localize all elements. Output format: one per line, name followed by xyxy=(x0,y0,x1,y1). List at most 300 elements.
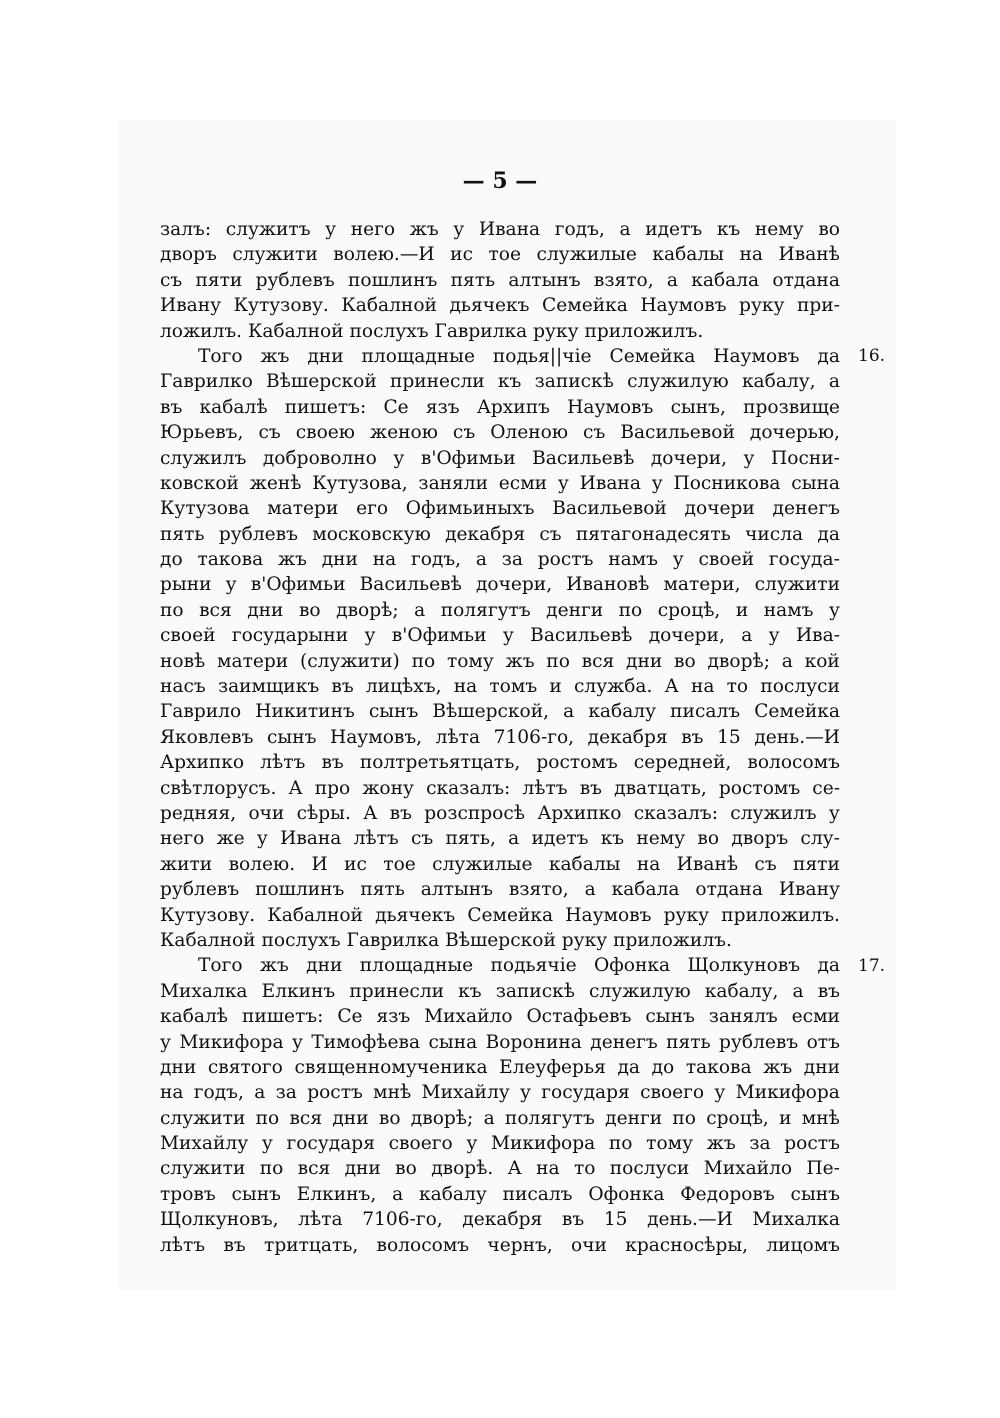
text-word: у xyxy=(291,1031,303,1053)
text-word: волосомъ xyxy=(747,752,840,774)
text-word: у xyxy=(225,574,237,596)
text-line xyxy=(160,369,840,394)
text-word: (служити) xyxy=(299,650,400,672)
text-word: дни xyxy=(307,345,344,367)
text-word: дьячекъ xyxy=(375,904,456,926)
text-word: своей xyxy=(698,549,754,571)
text-word: дни xyxy=(321,549,358,571)
text-word: послухъ xyxy=(261,929,341,951)
text-word: послуси xyxy=(760,676,840,698)
text-line xyxy=(160,395,840,420)
text-word: Яковлевъ xyxy=(160,726,254,748)
text-word: мнѣ xyxy=(801,1107,840,1129)
text-line xyxy=(160,1207,840,1232)
text-word: къ xyxy=(458,980,482,1002)
text-word: жити xyxy=(160,853,213,875)
text-word: такова xyxy=(685,1056,752,1078)
text-word: по xyxy=(160,599,184,621)
text-word: площадные xyxy=(359,955,474,977)
text-word: А xyxy=(507,1158,522,1180)
text-word: на xyxy=(453,676,478,698)
text-word: очи xyxy=(571,1234,607,1256)
text-word: Кутузова xyxy=(160,498,250,520)
text-word: къ xyxy=(716,219,741,240)
text-word: сказалъ: xyxy=(633,802,718,824)
text-word: Посникова xyxy=(673,472,781,494)
text-word: Тимофѣева xyxy=(311,1031,421,1053)
text-word: тритцать, xyxy=(264,1234,359,1256)
text-word: волею.—И xyxy=(333,244,435,266)
text-word: принесли xyxy=(349,980,445,1002)
text-word: матери xyxy=(217,650,289,672)
text-word: Наумовъ xyxy=(640,295,727,317)
text-word: лѣтъ xyxy=(522,777,568,799)
text-line xyxy=(160,496,840,521)
text-word: кабалы xyxy=(652,244,724,266)
text-word: лицомъ xyxy=(766,1234,840,1256)
text-word: жъ xyxy=(409,219,439,240)
text-word: пяти xyxy=(793,853,840,875)
text-word: а xyxy=(781,650,793,672)
text-word: приложилъ. xyxy=(721,904,840,926)
text-word: дьячекъ xyxy=(449,295,530,317)
text-word: Се xyxy=(383,396,409,418)
text-word: числа xyxy=(745,523,804,545)
text-word: тое xyxy=(383,853,416,875)
text-word: кабалѣ xyxy=(160,1006,229,1028)
text-word: Того xyxy=(198,345,243,367)
text-word: сынъ xyxy=(645,1006,695,1028)
text-word: во xyxy=(298,599,321,621)
text-word: Елкинъ xyxy=(261,980,336,1002)
text-word: денегъ xyxy=(772,498,840,520)
text-word: въ xyxy=(321,752,344,774)
text-word: по xyxy=(546,650,570,672)
text-word: въ xyxy=(160,396,183,418)
text-word: государя xyxy=(286,1133,375,1155)
text-word: дворѣ; xyxy=(410,1107,474,1129)
text-word: ростъ xyxy=(784,1133,840,1155)
text-word: Никитинъ xyxy=(255,701,355,723)
text-word: насъ xyxy=(160,676,206,698)
text-word: у xyxy=(651,472,663,494)
text-word: до xyxy=(651,1056,675,1078)
text-word: Михайлу xyxy=(160,1133,249,1155)
text-word: Кутузова, xyxy=(312,472,408,494)
text-word: по xyxy=(255,1107,280,1129)
text-line xyxy=(160,1004,840,1029)
text-word: матери, xyxy=(663,574,741,596)
text-word: Васильевой xyxy=(552,498,667,520)
text-word: ростомъ xyxy=(536,752,618,774)
text-word: него xyxy=(350,219,396,240)
text-word: съ xyxy=(583,422,606,444)
text-word: ис xyxy=(450,244,473,266)
text-word: служити xyxy=(160,1158,246,1180)
text-word: приложилъ. xyxy=(613,929,732,951)
text-word: новѣ xyxy=(160,650,206,672)
text-word: пять xyxy=(360,879,405,901)
text-word: сроцѣ, xyxy=(657,599,721,621)
text-word: пять xyxy=(160,523,205,545)
text-line xyxy=(160,598,840,623)
text-word: кабалы xyxy=(548,853,621,875)
page-number: — 5 — xyxy=(462,168,538,194)
text-line xyxy=(160,1131,840,1156)
text-word: женѣ xyxy=(249,472,302,494)
text-word: Наумовъ, xyxy=(329,726,423,748)
text-word: а xyxy=(483,1107,495,1129)
text-word: въ xyxy=(223,1234,246,1256)
text-word: у xyxy=(557,472,569,494)
text-word: денегъ xyxy=(590,1031,658,1053)
text-word: дворѣ; xyxy=(336,599,399,621)
text-word: принесли xyxy=(389,371,485,393)
text-line xyxy=(160,623,840,648)
text-word: в'Офимьи xyxy=(250,574,346,596)
text-word: Семейка xyxy=(542,295,628,317)
text-word: сына xyxy=(791,472,840,494)
text-word: Оленою xyxy=(490,422,569,444)
text-word: приложилъ. xyxy=(584,320,704,342)
text-word: Воронина xyxy=(485,1031,582,1053)
text-word: рублевъ xyxy=(218,523,298,545)
text-word: послуси xyxy=(609,1158,690,1180)
text-line xyxy=(160,522,840,547)
text-word: и xyxy=(735,599,749,621)
text-word: съ xyxy=(754,853,777,875)
text-word: кой xyxy=(804,650,840,672)
text-word: лѣтъ xyxy=(353,828,399,850)
text-line xyxy=(160,953,840,978)
text-word: сынъ xyxy=(231,1183,281,1205)
text-word: Архипко xyxy=(160,752,245,774)
text-word: пяти xyxy=(195,269,243,291)
text-word: пошлинъ xyxy=(348,269,438,291)
text-word: площадные xyxy=(361,345,475,367)
text-word: отдана xyxy=(695,879,763,901)
text-word: Иванѣ xyxy=(778,244,840,266)
text-word: служитъ xyxy=(225,219,311,240)
text-word: дочери xyxy=(684,498,755,520)
text-word: жъ xyxy=(706,1133,736,1155)
text-word: Кабалной xyxy=(267,904,363,926)
text-word: занялъ xyxy=(708,1006,778,1028)
text-word: у xyxy=(261,1133,273,1155)
text-word: у xyxy=(502,625,514,647)
text-word: А xyxy=(664,676,679,698)
text-word: Семейка xyxy=(754,701,840,723)
text-line xyxy=(160,877,840,902)
text-word: сынъ xyxy=(266,726,317,748)
text-word: волосомъ xyxy=(376,1234,470,1256)
text-word: во xyxy=(697,828,720,850)
text-word: лѣтъ xyxy=(160,1234,206,1256)
text-line xyxy=(160,1156,840,1181)
text-word: середней, xyxy=(633,752,732,774)
text-word: А xyxy=(288,777,303,799)
text-line xyxy=(160,826,840,851)
text-word: а xyxy=(584,879,596,901)
text-word: Кабалной xyxy=(160,929,256,951)
text-word: у xyxy=(453,219,465,240)
text-word: Щолкуновъ, xyxy=(160,1209,279,1231)
text-word: денги xyxy=(605,1107,663,1129)
text-word: сказалъ: xyxy=(426,777,511,799)
text-word: да xyxy=(817,955,840,977)
text-word: годъ, xyxy=(410,549,462,571)
text-word: кабалу, xyxy=(741,371,816,393)
text-word: годъ, xyxy=(193,1082,244,1104)
text-word: Кабалной xyxy=(248,320,344,342)
text-word: томъ xyxy=(489,676,538,698)
text-word: за xyxy=(501,549,523,571)
text-word: святого xyxy=(207,1056,283,1078)
text-word: чернъ, xyxy=(487,1234,553,1256)
text-word: кабалу xyxy=(588,701,657,723)
text-word: алтынъ xyxy=(420,879,493,901)
text-word: вся xyxy=(581,650,615,672)
text-word: намъ xyxy=(763,599,814,621)
text-line xyxy=(160,928,840,953)
margin-note-16: 16. xyxy=(858,346,886,366)
text-word: ростъ xyxy=(307,1082,363,1104)
text-word: писалъ xyxy=(670,701,741,723)
text-word: слу- xyxy=(800,828,840,850)
text-word: вся xyxy=(297,1158,331,1180)
text-line xyxy=(160,725,840,750)
text-word: да xyxy=(617,1056,640,1078)
text-word: Михалка xyxy=(160,980,248,1002)
text-word: государя xyxy=(541,1082,630,1104)
text-word: Гаврилко xyxy=(160,371,253,393)
text-line xyxy=(160,1030,840,1055)
text-word: Офимьиныхъ xyxy=(405,498,535,520)
text-word: служилые xyxy=(432,853,533,875)
text-word: съ xyxy=(539,523,562,545)
text-word: 7106-го, xyxy=(493,726,575,748)
text-word: Васильевой xyxy=(620,422,735,444)
text-word: на xyxy=(536,1158,560,1180)
text-word: намъ xyxy=(608,549,658,571)
text-word: же xyxy=(216,828,245,850)
text-word: до xyxy=(160,549,183,571)
text-word: у xyxy=(393,447,405,469)
text-word: ложилъ. xyxy=(160,320,243,342)
text-word: язъ xyxy=(425,396,460,418)
text-word: Ивану xyxy=(778,879,840,901)
text-word: очи xyxy=(248,802,285,824)
text-word: Вѣшерской xyxy=(445,929,556,951)
text-word: у xyxy=(466,1133,478,1155)
text-word: Михайлу xyxy=(421,1082,510,1104)
text-word: пять, xyxy=(445,828,496,850)
text-word: да xyxy=(817,523,840,545)
text-word: своего xyxy=(388,1133,453,1155)
text-word: а xyxy=(508,828,520,850)
text-line xyxy=(160,1055,840,1080)
text-word: И xyxy=(311,853,328,875)
text-word: дни xyxy=(247,599,284,621)
text-word: Михайло xyxy=(424,1006,513,1028)
text-word: ростомъ xyxy=(718,777,801,799)
text-word: декабря xyxy=(445,523,526,545)
text-line xyxy=(160,293,840,318)
text-word: во xyxy=(674,650,696,672)
text-word: у xyxy=(256,828,268,850)
text-word: Щолкуновъ xyxy=(687,955,801,977)
text-word: московскую xyxy=(312,523,431,545)
text-word: во xyxy=(378,1107,401,1129)
text-word: взято, xyxy=(593,269,654,291)
text-line xyxy=(160,649,840,674)
text-word: день.—И xyxy=(754,726,840,748)
text-word: да xyxy=(817,345,840,367)
text-word: Микифора xyxy=(179,1031,284,1053)
text-word: Елкинъ, xyxy=(296,1183,377,1205)
text-word: на xyxy=(372,549,397,571)
text-word: Офонка xyxy=(588,1183,665,1205)
text-word: и xyxy=(779,1107,792,1129)
text-word: 15 xyxy=(603,1209,628,1231)
text-word: тое xyxy=(488,244,522,266)
text-word: руку xyxy=(533,320,579,342)
text-word: по xyxy=(259,1158,284,1180)
text-word: къ xyxy=(497,371,522,393)
text-word: матери xyxy=(267,498,339,520)
text-word: сынъ xyxy=(368,701,419,723)
text-word: священномученика xyxy=(294,1056,488,1078)
text-word: дочери, xyxy=(475,574,553,596)
text-word: съ xyxy=(452,422,476,444)
text-word: служити xyxy=(232,244,318,266)
text-word: Михайло xyxy=(703,1158,793,1180)
text-word: въ xyxy=(561,1209,585,1231)
text-word: рублевъ xyxy=(719,1031,799,1053)
text-word: то xyxy=(726,676,749,698)
text-word: Семейка xyxy=(609,345,696,367)
text-word: писалъ xyxy=(502,1183,573,1205)
text-word: есми xyxy=(498,472,548,494)
text-word: Елеуферья xyxy=(499,1056,606,1078)
text-word: пошлинъ xyxy=(255,879,345,901)
text-word: служилъ xyxy=(730,802,817,824)
text-word: тому xyxy=(446,650,494,672)
text-word: Иванѣ xyxy=(676,853,739,875)
text-word: руку xyxy=(561,929,608,951)
text-word: у xyxy=(364,625,376,647)
text-word: жъ xyxy=(259,955,289,977)
text-word: рублевъ xyxy=(160,879,240,901)
text-word: про xyxy=(314,777,351,799)
text-word: руку xyxy=(663,904,710,926)
text-word: ис xyxy=(344,853,367,875)
text-line xyxy=(160,1182,840,1207)
text-word: а xyxy=(666,269,678,291)
text-word: пишетъ: xyxy=(284,396,367,418)
text-line xyxy=(160,242,840,267)
text-word: заняли xyxy=(418,472,488,494)
text-word: у xyxy=(828,802,840,824)
text-word: у xyxy=(325,219,337,240)
text-word: доброволно xyxy=(262,447,377,469)
text-word: на xyxy=(160,1082,184,1104)
text-word: Микифора xyxy=(735,1082,840,1104)
text-word: идетъ xyxy=(645,219,703,240)
text-word: съ xyxy=(258,422,281,444)
text-word: по xyxy=(411,650,436,672)
text-word: отъ xyxy=(806,1031,840,1053)
text-word: Федоровъ xyxy=(680,1183,775,1205)
text-word: пять xyxy=(666,1031,711,1053)
text-word: декабря xyxy=(587,726,668,748)
text-word: пять xyxy=(450,269,496,291)
text-word: дватцать, xyxy=(614,777,707,799)
text-word: редняя, xyxy=(160,802,237,824)
text-word: сроцѣ, xyxy=(706,1107,769,1129)
text-word: дочери, xyxy=(650,447,728,469)
text-line xyxy=(160,776,840,801)
text-line xyxy=(160,319,840,344)
text-word: Пе- xyxy=(806,1158,840,1180)
text-word: служити xyxy=(754,574,840,596)
text-word: прозвище xyxy=(743,396,840,418)
text-word: на xyxy=(636,853,661,875)
text-word: его xyxy=(356,498,389,520)
text-word: рыни xyxy=(160,574,212,596)
text-word: съ xyxy=(410,828,434,850)
body-text xyxy=(160,217,840,1258)
text-word: дни xyxy=(344,1158,381,1180)
text-word: въ xyxy=(389,802,412,824)
text-word: дворъ xyxy=(731,828,789,850)
text-word: Михалка xyxy=(752,1209,840,1231)
text-word: по xyxy=(608,1133,633,1155)
text-word: сынъ, xyxy=(670,396,726,418)
text-word: у xyxy=(160,1031,171,1053)
text-word: Васильевѣ xyxy=(530,625,633,647)
text-word: лицѣхъ, xyxy=(365,676,442,698)
text-word: Ивановѣ xyxy=(566,574,650,596)
text-word: лѣта xyxy=(298,1209,343,1231)
text-word: пишетъ: xyxy=(241,1006,324,1028)
text-word: Юрьевъ, xyxy=(160,422,244,444)
text-word: послухъ xyxy=(349,320,429,342)
text-word: алтынъ xyxy=(508,269,581,291)
text-word: кабалу xyxy=(419,1183,487,1205)
text-word: Остафьевъ xyxy=(526,1006,632,1028)
text-word: Се xyxy=(337,1006,363,1028)
text-word: идетъ xyxy=(531,828,589,850)
text-word: Кутузову. xyxy=(233,295,329,317)
text-line xyxy=(160,674,840,699)
text-word: кабала xyxy=(611,879,680,901)
text-line xyxy=(160,268,840,293)
text-word: а xyxy=(828,371,840,393)
text-line xyxy=(160,344,840,369)
text-word: Архипъ xyxy=(476,396,550,418)
text-word: Офонка xyxy=(594,955,671,977)
text-word: руку xyxy=(739,295,785,317)
text-word: а xyxy=(619,219,631,240)
text-word: служба. xyxy=(573,676,653,698)
text-word: Гаврилка xyxy=(346,929,440,951)
text-word: а xyxy=(792,980,804,1002)
text-word: годъ, xyxy=(554,219,605,240)
text-word: кабала xyxy=(691,269,760,291)
text-word: госуда- xyxy=(768,549,840,571)
text-word: у xyxy=(520,1082,531,1104)
